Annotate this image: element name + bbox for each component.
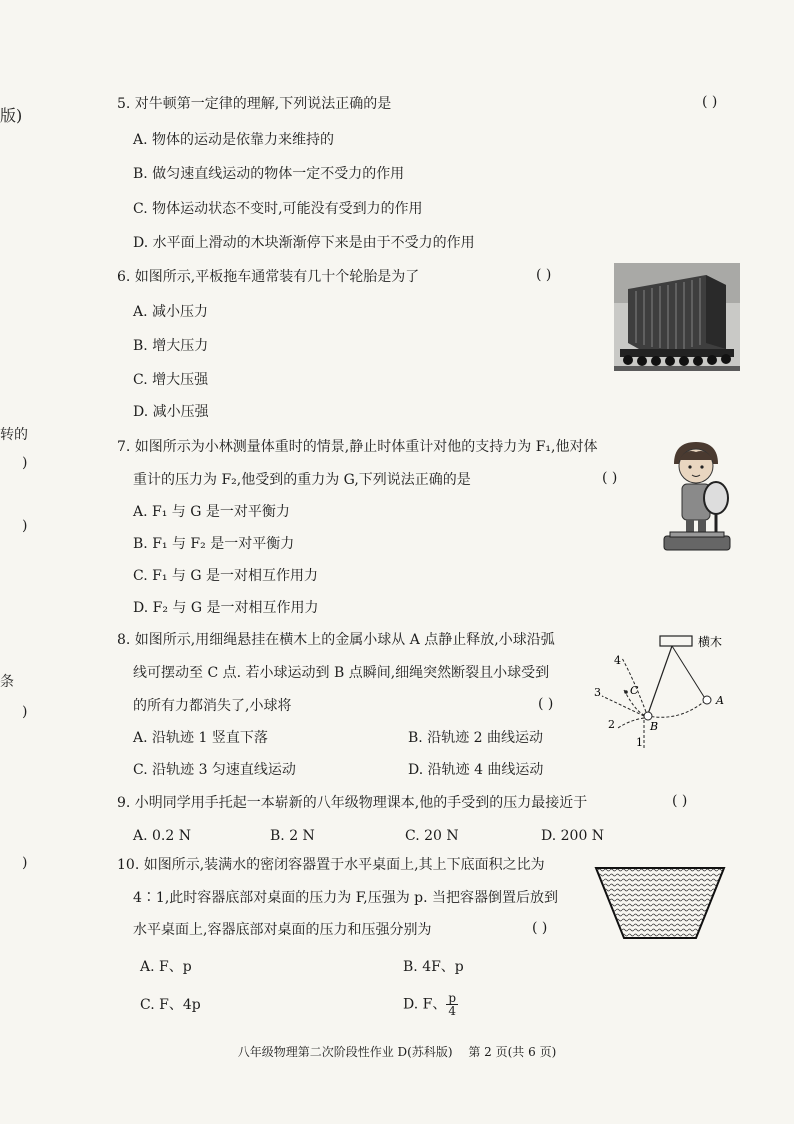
- q5-stem: 5. 对牛顿第一定律的理解,下列说法正确的是: [117, 96, 392, 112]
- inverted-frustum-container-diagram: [592, 862, 728, 946]
- q5-answer-paren: ( ): [702, 94, 718, 110]
- point-c-label: C: [630, 684, 639, 697]
- q8-option-b: B. 沿轨迹 2 曲线运动: [408, 730, 543, 746]
- track-1-label: 1: [636, 736, 643, 749]
- q10-option-c: C. F、4p: [140, 997, 201, 1013]
- q8-stem-line3: 的所有力都消失了,小球将: [133, 698, 292, 714]
- q5-option-c: C. 物体运动状态不变时,可能没有受到力的作用: [133, 201, 423, 217]
- q8-option-c: C. 沿轨迹 3 匀速直线运动: [133, 762, 296, 778]
- q8-stem-line1: 8. 如图所示,用细绳悬挂在横木上的金属小球从 A 点静止释放,小球沿弧: [117, 632, 555, 648]
- q8-stem-line2: 线可摆动至 C 点. 若小球运动到 B 点瞬间,细绳突然断裂且小球受到: [133, 665, 550, 681]
- track-4-label: 4: [614, 654, 621, 667]
- footer-page-number: 第 2 页(共 6 页): [468, 1045, 557, 1059]
- q10-option-d-prefix: D. F、: [403, 996, 447, 1013]
- q7-answer-paren: ( ): [602, 470, 618, 486]
- fraction-numerator: p: [448, 991, 457, 1005]
- q10-option-d-fraction: [446, 992, 458, 1017]
- q5-option-a: A. 物体的运动是依靠力来维持的: [133, 132, 335, 148]
- q9-answer-paren: ( ): [672, 793, 688, 809]
- q9-option-b: B. 2 N: [270, 828, 315, 844]
- point-a-label: A: [716, 694, 724, 707]
- q10-stem-line1: 10. 如图所示,装满水的密闭容器置于水平桌面上,其上下底面积之比为: [117, 857, 545, 873]
- q6-answer-paren: ( ): [536, 267, 552, 283]
- q6-option-c: C. 增大压强: [133, 372, 209, 388]
- q10-stem-line3: 水平桌面上,容器底部对桌面的压力和压强分别为: [133, 922, 432, 938]
- q7-stem-line2: 重计的压力为 F₂,他受到的重力为 G,下列说法正确的是: [133, 472, 471, 488]
- q6-option-b: B. 增大压力: [133, 338, 209, 354]
- pendulum-diagram: [588, 630, 730, 754]
- boy-on-scale-illustration: [656, 436, 736, 554]
- page-footer: [0, 1043, 794, 1060]
- q5-option-d: D. 水平面上滑动的木块渐渐停下来是由于不受力的作用: [133, 235, 475, 251]
- beam-label: 横木: [698, 635, 723, 649]
- q8-option-d: D. 沿轨迹 4 曲线运动: [408, 762, 544, 778]
- margin-fragment: 转的: [0, 427, 28, 443]
- q8-answer-paren: ( ): [538, 696, 554, 712]
- flatbed-truck-photo: [614, 263, 740, 371]
- q6-option-d: D. 减小压强: [133, 404, 209, 420]
- margin-fragment: ): [22, 518, 28, 534]
- footer-exam-title: 八年级物理第二次阶段性作业 D(苏科版): [237, 1045, 453, 1059]
- q10-option-b: B. 4F、p: [403, 959, 464, 975]
- q6-option-a: A. 减小压力: [133, 304, 209, 320]
- q9-option-a: A. 0.2 N: [133, 828, 191, 844]
- q9-stem: 9. 小明同学用手托起一本崭新的八年级物理课本,他的手受到的压力最接近于: [117, 795, 588, 811]
- margin-fragment: 版): [0, 106, 23, 125]
- q7-option-c: C. F₁ 与 G 是一对相互作用力: [133, 568, 318, 584]
- q10-option-d: [403, 992, 458, 1017]
- q7-option-b: B. F₁ 与 F₂ 是一对平衡力: [133, 536, 295, 552]
- q7-option-a: A. F₁ 与 G 是一对平衡力: [133, 504, 290, 520]
- margin-fragment: ): [22, 704, 28, 720]
- q7-option-d: D. F₂ 与 G 是一对相互作用力: [133, 600, 319, 616]
- track-3-label: 3: [594, 686, 601, 699]
- q9-option-d: D. 200 N: [541, 828, 605, 844]
- q5-option-b: B. 做匀速直线运动的物体一定不受力的作用: [133, 166, 405, 182]
- margin-fragment: ): [22, 455, 28, 471]
- point-b-label: B: [650, 720, 659, 733]
- q6-stem: 6. 如图所示,平板拖车通常装有几十个轮胎是为了: [117, 269, 420, 285]
- q8-option-a: A. 沿轨迹 1 竖直下落: [133, 730, 268, 746]
- q10-option-a: A. F、p: [140, 959, 192, 975]
- margin-fragment: 条: [0, 674, 14, 690]
- margin-fragment: ): [22, 855, 28, 871]
- q9-option-c: C. 20 N: [405, 828, 459, 844]
- track-2-label: 2: [608, 718, 615, 731]
- q10-answer-paren: ( ): [532, 920, 548, 936]
- fraction-denominator: 4: [448, 1004, 456, 1018]
- q7-stem-line1: 7. 如图所示为小林测量体重时的情景,静止时体重计对他的支持力为 F₁,他对体: [117, 439, 598, 455]
- q10-stem-line2: 4∶1,此时容器底部对桌面的压力为 F,压强为 p. 当把容器倒置后放到: [133, 890, 559, 906]
